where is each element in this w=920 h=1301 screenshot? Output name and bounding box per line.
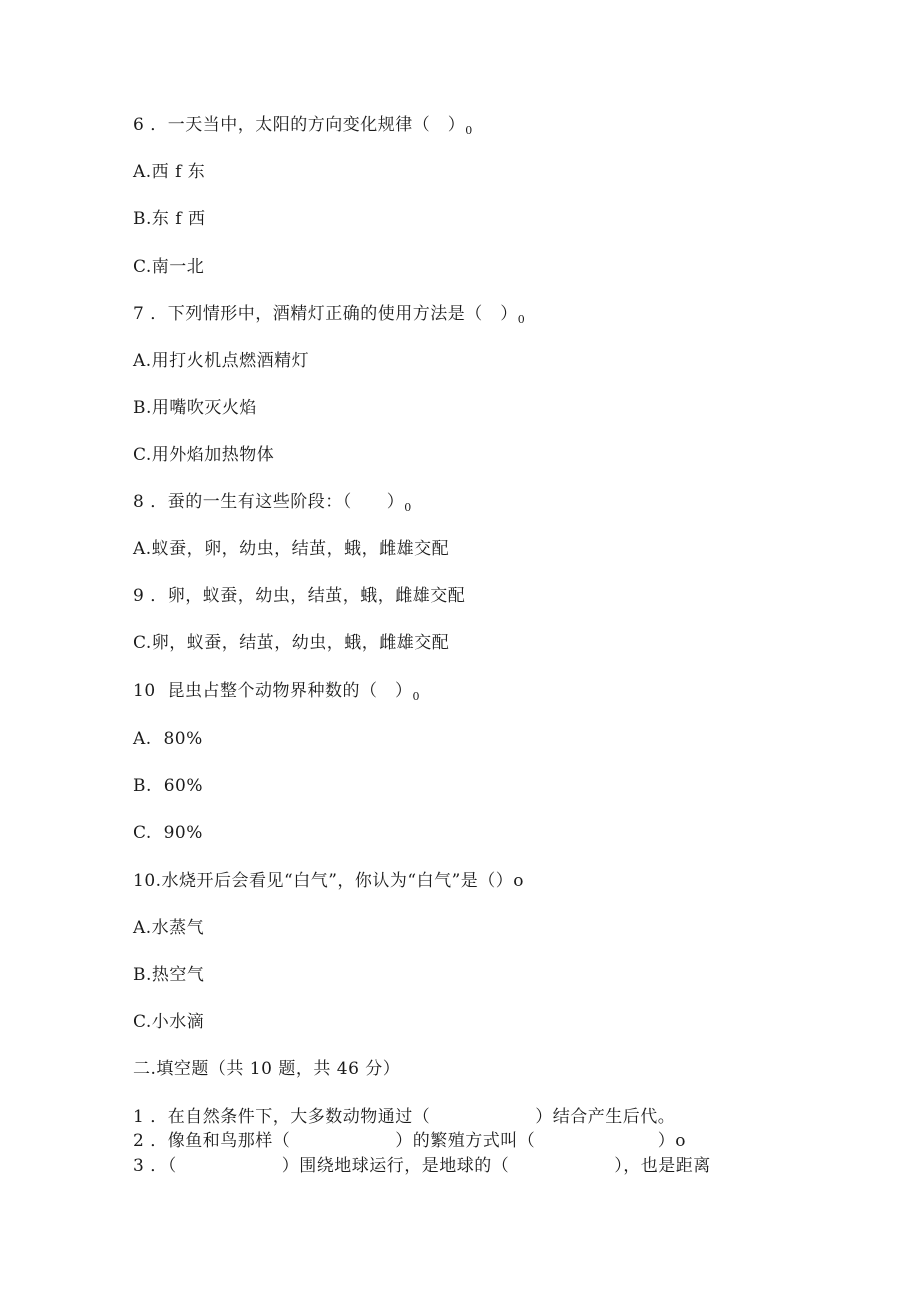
section-2-heading: 二.填空题（共 10 题，共 46 分） xyxy=(133,1059,401,1079)
question-10a-stem xyxy=(133,680,420,708)
question-10a-text: 10 昆虫占整个动物界种数的（ ） xyxy=(133,681,413,701)
question-7-option-a: A.用打火机点燃酒精灯 xyxy=(133,351,310,371)
question-6-stem xyxy=(133,114,473,142)
question-8-option-c: C.卵，蚁蚕，结茧，幼虫，蛾，雌雄交配 xyxy=(133,633,450,653)
fill-item-1: 1 ．在自然条件下，大多数动物通过（ ）结合产生后代。 xyxy=(133,1107,676,1127)
question-7-option-c: C.用外焰加热物体 xyxy=(133,445,275,465)
question-10b-option-a: A.水蒸气 xyxy=(133,918,205,938)
question-6-option-a: A.西 f 东 xyxy=(133,162,206,182)
question-6-option-b: B.东 f 西 xyxy=(133,209,206,229)
fill-item-3: 3 ．（ ）围绕地球运行，是地球的（ ），也是距离 xyxy=(133,1156,711,1176)
question-7-stem xyxy=(133,303,525,331)
question-7-text: 7 ．下列情形中，酒精灯正确的使用方法是（ ） xyxy=(133,304,518,324)
question-6-text: 6 ．一天当中，太阳的方向变化规律（ ） xyxy=(133,115,466,135)
question-10b-stem: 10.水烧开后会看见“白气”，你认为“白气”是（）o xyxy=(133,871,525,891)
question-8-option-a: A.蚁蚕，卵，幼虫，结茧，蛾，雌雄交配 xyxy=(133,539,450,559)
question-10b-option-c: C.小水滴 xyxy=(133,1012,205,1032)
question-6-mark: 0 xyxy=(465,124,473,137)
question-8-option-b: 9 ．卵，蚁蚕，幼虫，结茧，蛾，雌雄交配 xyxy=(133,586,466,606)
question-10a-option-a: A. 80% xyxy=(133,729,203,749)
question-8-text: 8 ．蚕的一生有这些阶段：（ ） xyxy=(133,492,405,512)
question-10a-mark: 0 xyxy=(412,690,420,703)
question-10a-option-c: C. 90% xyxy=(133,823,203,843)
question-8-mark: 0 xyxy=(404,501,412,514)
question-10a-option-b: B. 60% xyxy=(133,776,203,796)
question-10b-option-b: B.热空气 xyxy=(133,965,205,985)
question-7-mark: 0 xyxy=(517,313,526,326)
question-6-option-c: C.南一北 xyxy=(133,257,205,277)
question-7-option-b: B.用嘴吹灭火焰 xyxy=(133,398,257,418)
fill-item-2: 2 ．像鱼和鸟那样（ ）的繁殖方式叫（ ）o xyxy=(133,1131,686,1151)
question-8-stem xyxy=(133,491,412,519)
